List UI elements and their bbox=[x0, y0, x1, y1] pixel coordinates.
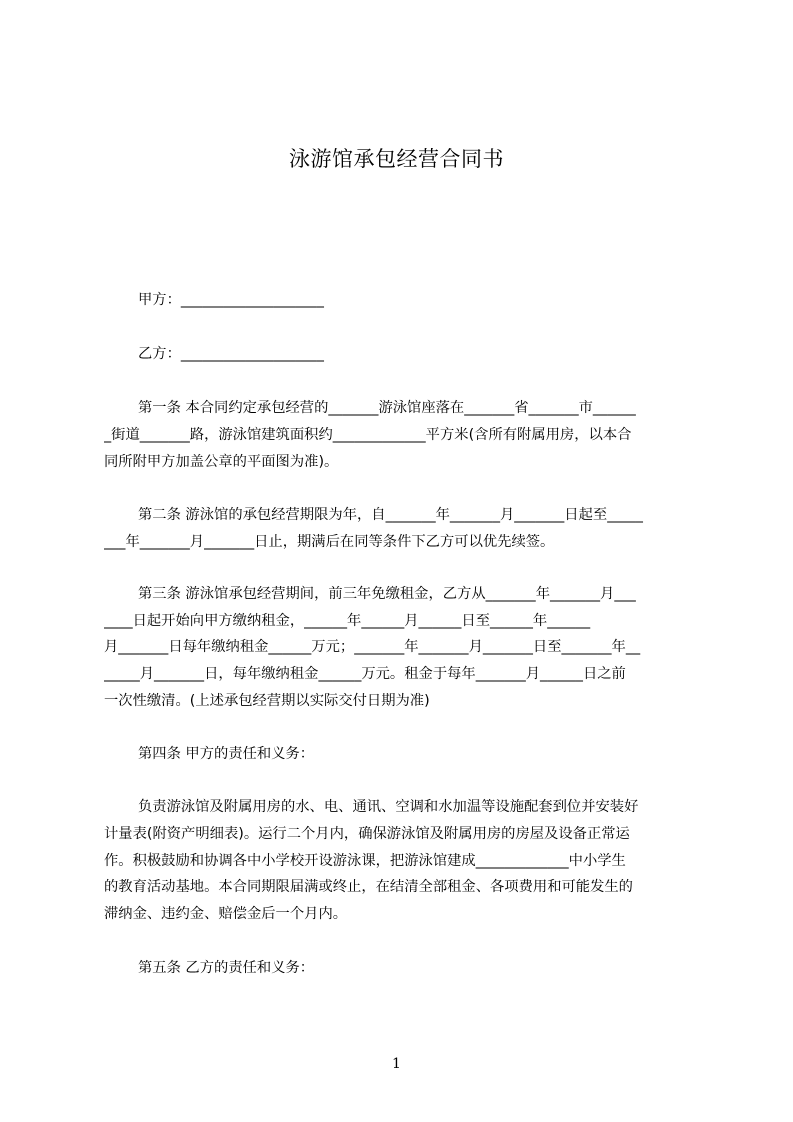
article-2-line: ___年_______月_______日止，期满后在同等条件下乙方可以优先续签。 bbox=[104, 534, 555, 550]
article-4-line: 滞纳金、违约金、赔偿金后一个月内。 bbox=[104, 906, 348, 922]
document-title: 泳游馆承包经营合同书 bbox=[289, 147, 504, 171]
article-3-line: ____日起开始向甲方缴纳租金，______年______月______日至______年______ bbox=[104, 613, 591, 629]
article-4-line: 作。积极鼓励和协调各中小学校开设游泳课，把游泳馆建成_____________中小学生 bbox=[104, 853, 626, 869]
article-3-line: 第三条 游泳馆承包经营期间，前三年免缴租金，乙方从_______年_______月___ bbox=[138, 586, 636, 602]
page-number: 1 bbox=[392, 1056, 401, 1072]
party-b-line: 乙方：____________________ bbox=[138, 346, 324, 362]
article-5-heading: 第五条 乙方的责任和义务： bbox=[138, 960, 315, 976]
article-4-line: 负责游泳馆及附属用房的水、电、通讯、空调和水加温等设施配套到位并安装好 bbox=[138, 799, 639, 815]
party-a-line: 甲方：____________________ bbox=[138, 292, 324, 308]
article-3-line: 一次性缴清。(上述承包经营期以实际交付日期为准) bbox=[104, 693, 430, 709]
article-1-line: _街道_______路，游泳馆建筑面积约_____________平方米(含所有附属用房，以本合 bbox=[104, 427, 632, 443]
article-4-line: 计量表(附资产明细表)。运行二个月内，确保游泳馆及附属用房的房屋及设备正常运 bbox=[104, 826, 630, 842]
article-3-line: 月_______日每年缴纳租金______万元；_______年_______月_______日至_______年__ bbox=[104, 639, 641, 655]
article-2-line: 第二条 游泳馆的承包经营期限为年，自_______年_______月_______日起至_____ bbox=[138, 507, 643, 523]
article-1-line: 第一条 本合同约定承包经营的_______游泳馆座落在_______省_______市______ bbox=[138, 400, 636, 416]
article-3-line: _____月_______日，每年缴纳租金______万元。租金于每年_______月______日之前 bbox=[104, 666, 626, 682]
article-1-line: 同所附甲方加盖公章的平面图为准)。 bbox=[104, 454, 339, 470]
article-4-line: 的教育活动基地。本合同期限届满或终止，在结清全部租金、各项费用和可能发生的 bbox=[104, 879, 633, 895]
article-4-heading: 第四条 甲方的责任和义务： bbox=[138, 746, 315, 762]
